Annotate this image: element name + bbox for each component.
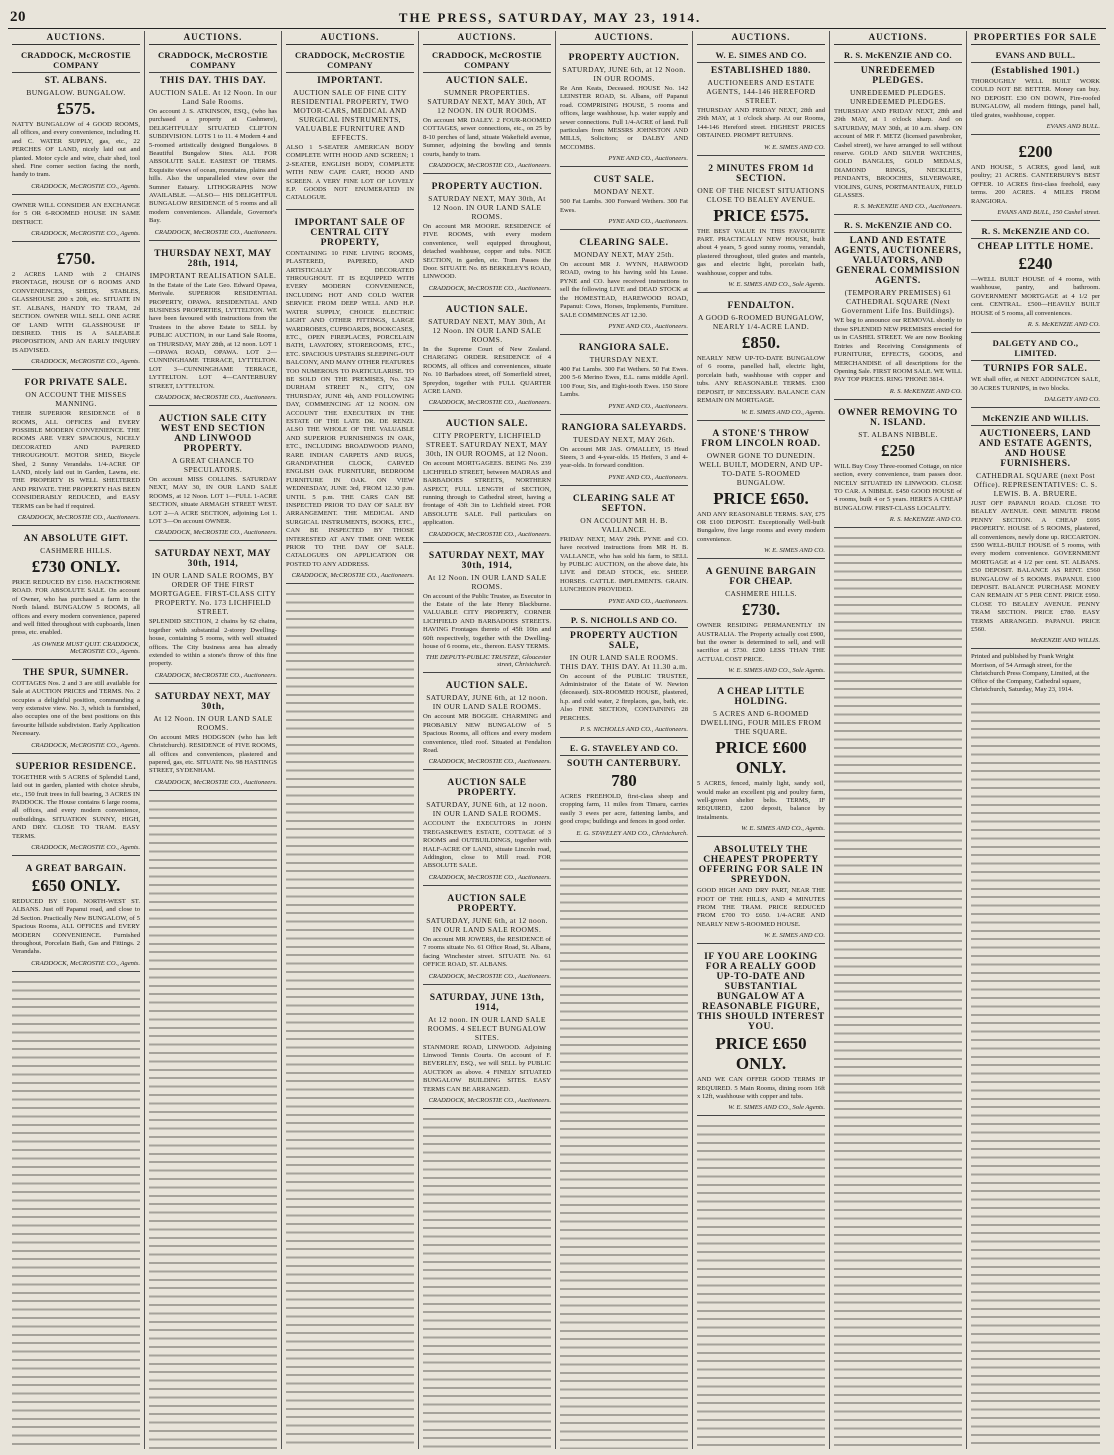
ad-body-text: GOOD HIGH AND DRY PART, NEAR THE FOOT OF THE HILLS, AND 4 MINUTES FROM THE TRAM. PRICE REDUCED FROM £700 TO £650. 1/4-ACRE AND NEARLY NEW 5-ROOMED HOUSE. — [697, 887, 825, 928]
advertisement — [560, 612, 688, 738]
text-lines-filler — [149, 795, 277, 1449]
ad-price: 780 — [611, 771, 637, 791]
ad-signature: DALGETY AND CO. — [1044, 395, 1100, 403]
ad-subhead: IMPORTANT REALISATION SALE. — [149, 270, 277, 280]
ad-subhead: TUESDAY NEXT, MAY 26th. — [573, 434, 675, 444]
ad-signature: PYNE AND CO., Auctioneers. — [608, 473, 688, 481]
ad-body-text: On account MR MOORE. RESIDENCE of FIVE ROOMS, with every modern convenience, well equipped throughout, detached washhouse, copper and tubs. NICE SECTION, in garden, etc. Tram Passes the Door. SITUATE No. 85 BERKELEY'S ROAD, LINWOOD. — [423, 223, 551, 281]
ad-body-text: NEARLY NEW UP-TO-DATE BUNGALOW of 6 rooms, panelled hall, electric light, porcelain bath, washhouse with copper and tubs. ANY REASONABLE TERMS. £300 DEPOSIT, IF NECESSARY. BALANCE CAN REMAIN ON MORTGAGE. — [697, 355, 825, 405]
ad-signature: CRADDOCK, McCROSTIE CO., Auctioneers. — [428, 758, 551, 766]
advertisement — [423, 772, 551, 885]
advertisement — [423, 413, 551, 542]
ad-subhead: SUMNER PROPERTIES. SATURDAY NEXT, MAY 30th, AT 12 NOON. IN OUR ROOMS. — [427, 88, 547, 115]
ad-signature: PYNE AND CO., Auctioneers. — [608, 402, 688, 410]
ad-subhead: IN OUR LAND SALE ROOMS. THIS DAY. THIS DAY. At 11.30 a.m. — [560, 652, 688, 671]
newspaper-title: THE PRESS, SATURDAY, MAY 23, 1914. — [398, 10, 702, 25]
advertisement — [971, 410, 1100, 650]
ad-signature: CRADDOCK, McCROSTIE CO., Auctioneers. — [428, 1096, 551, 1104]
ad-body-text: THURSDAY AND FRIDAY NEXT, 28th and 29th MAY, at 1 o'clock sharp. At our Rooms, 144-146 Hereford street. HIGHEST PRICES OBTAINED. PROMPT RETURNS. — [697, 107, 825, 140]
ad-subhead: CASHMERE HILLS. — [40, 546, 112, 555]
ad-signature: EVANS AND BULL. — [1046, 123, 1100, 131]
ad-headline: IMPORTANT SALE OF CENTRAL CITY PROPERTY, — [294, 217, 406, 248]
ad-firm-name: CRADDOCK, McCROSTIE COMPANY — [12, 50, 140, 73]
advertisement — [286, 47, 414, 210]
ad-headline: PROPERTY AUCTION. — [431, 182, 543, 193]
ad-headline: ST. ALBANS. — [44, 76, 108, 86]
ad-signature: CRADDOCK, McCROSTIE CO., Auctioneers. — [17, 514, 140, 521]
ad-price: £250 — [881, 440, 915, 460]
ad-firm-name: CRADDOCK, McCROSTIE COMPANY — [423, 50, 551, 73]
ad-headline: CHEAP LITTLE HOME. — [977, 242, 1094, 253]
column-heading: PROPERTIES FOR SALE — [971, 31, 1100, 45]
ad-signature: CRADDOCK, McCROSTIE CO., Auctioneers. — [428, 530, 551, 538]
ad-firm-name: McKENZIE AND WILLIS. — [971, 413, 1100, 426]
ad-headline: AUCTION SALE PROPERTY. — [447, 893, 527, 914]
ad-body-text: On account MR JAS. O'MALLEY, 15 Head Steers, 3 and 4-year-olds. 15 Heifers, 3 and 4-year-olds. In forward condition. — [560, 445, 688, 470]
text-lines-filler — [560, 846, 688, 1449]
ad-price: PRICE £650 ONLY. — [715, 1034, 807, 1074]
ad-signature: CRADDOCK, McCROSTIE CO., Agents. — [31, 843, 140, 851]
ad-subhead: CASHMERE HILLS. — [725, 589, 797, 599]
ad-signature: W. E. SIMES AND CO., Sole Agents. — [728, 1104, 825, 1112]
column-2 — [145, 31, 282, 1449]
advertisement — [286, 212, 414, 584]
ad-subhead: SATURDAY NEXT, MAY 30th, At 12 Noon. IN OUR LAND SALE ROOMS. — [428, 194, 546, 222]
ad-firm-name: DALGETY AND CO., LIMITED. — [971, 338, 1100, 361]
advertisement — [697, 839, 825, 944]
ad-subhead: ON ACCOUNT THE MISSES MANNING. — [25, 390, 127, 409]
ad-signature: CRADDOCK, McCROSTIE CO., Auctioneers. — [428, 284, 551, 292]
column-container — [8, 31, 1106, 1449]
advertisement — [149, 47, 277, 241]
ad-body-text: In the Estate of the Late Geo. Edward Opawa, Merivale. SUPERIOR RESIDENTIAL PROPERTY, OPAWA. RESIDENTIAL AND BUSINESS PROPERTIES, LYTTELTON. WE have been favoured with instructions from the Trustees in the above Estate to SELL by PUBLIC AUCTION, in our Land Sale Rooms, on THURSDAY, MAY 28th, at 12 noon. LOT 1—OPAWA ROAD, OPAWA. LOT 2—CUNNINGHAME TERRACE, LYTTELTON. LOT 3—CUNNINGHAME TERRACE, LYTTELTON. LOT 4—CANTERBURY STREET, LYTTELTON. — [149, 281, 277, 390]
ad-signature: R. S. McKENZIE AND CO., Auctioneers. — [853, 203, 962, 211]
ad-headline: THURSDAY NEXT, MAY 28th, 1914, — [154, 248, 272, 269]
ad-firm-name: CRADDOCK, McCROSTIE COMPANY — [286, 50, 414, 73]
ad-signature: W. E. SIMES AND CO. — [764, 143, 825, 151]
ad-price: PRICE £650. — [713, 488, 809, 508]
text-lines-filler — [12, 976, 140, 1449]
column-heading: AUCTIONS. — [697, 31, 825, 45]
ad-subhead: ON ACCOUNT MR H. B. VALLANCE. — [580, 515, 668, 534]
ad-body-text: OWNER WILL CONSIDER AN EXCHANGE for 5 OR 6-ROOMED HOUSE IN SAME DISTRICT. — [12, 201, 140, 226]
advertisement — [697, 681, 825, 837]
ad-body-text: THEIR SUPERIOR RESIDENCE of 8 ROOMS, ALL OFFICES and EVERY POSSIBLE MODERN CONVENIENCE. THE ROOMS ARE VERY SPACIOUS, NICELY DECORATED AND PAPERED THROUGHOUT. MOTOR SHED, Bicycle Shed, 2 Sunny Verandahs. 1/4-ACRE OF LAND, nicely laid out in Garden, Lawns, etc. THE PROPERTY IS WELL SHELTERED AND PRIVATE. THE PROPERTY HAS BEEN CONSIDERABLY REDUCED, and EASY TERMS can be had if required. — [12, 410, 140, 510]
ad-body-text: THURSDAY AND FRIDAY NEXT, 28th and 29th MAY, at 1 o'clock sharp. And on SATURDAY, MAY 30th, at 10 a.m. sharp. ON account of MR F. METZ (licensed pawnbroker, Cashel street), we have arranged to sell without reserve. GOLD AND SILVER WATCHES, GOLD BANGLES, GOLD MEDALS, DIAMOND RINGS, NECKLETS, PENDANTS, BROOCHES, SILVERWARE, VIOLINS, GUNS, PORTMANTEAUX, FIELD GLASSES. — [834, 108, 962, 200]
ad-body-text: JUST OFF PAPANUI ROAD. CLOSE TO BEALEY AVENUE. ONE MINUTE FROM PENNY SECTION. A CHEAP £695 PROPERTY. HOUSE of 5 ROOMS, plastered, all conveniences, newly done up. RICCARTON. £590 WELL-BUILT HOUSE of 5 rooms, with every modern convenience. GOVERNMENT MORTGAGE at 4 1/2 per cent. ST. ALBANS. £50 DEPOSIT. BALANCE AS RENT. £560 BUNGALOW of 5 ROOMS. PAPANUI. £100 DEPOSIT. BALANCE PURCHASE MONEY CAN REMAIN AT 5 PER CENT. PRICE £950. CLOSE TO BEALEY AVENUE. PENNY TRAM SECTION. PRICE £780. EASY TERMS ARRANGED. PAPANUI. PRICE £560. — [971, 499, 1100, 633]
ad-subhead: SATURDAY, JUNE 6th, at 12 noon. IN OUR LAND SALE ROOMS. — [426, 800, 548, 819]
ad-price: £730 ONLY. — [31, 557, 121, 576]
ad-headline: CLEARING SALE. — [579, 238, 669, 249]
ad-headline: IF YOU ARE LOOKING FOR A REALLY GOOD UP-TO-DATE AND SUBSTANTIAL BUNGALOW AT A REASONABLE FIGURE, THIS SHOULD INTEREST YOU. — [697, 952, 825, 1033]
header-rule — [8, 28, 1106, 29]
ad-signature: PYNE AND CO., Auctioneers. — [608, 218, 688, 226]
advertisement — [834, 402, 962, 528]
ad-headline: AUCTIONEERS, LAND AND ESTATE AGENTS, AND HOUSE FURNISHERS. — [978, 428, 1093, 469]
ad-signature: W. E. SIMES AND CO. — [764, 547, 825, 555]
ad-price: £730. — [741, 600, 781, 620]
column-6 — [693, 31, 830, 1449]
ad-signature: EVANS AND BULL, 150 Cashel street. — [997, 209, 1100, 217]
ad-body-text: COTTAGES Nos. 2 and 3 are still available for Sale at AUCTION PRICES and TERMS. No. 2 occupies a delightful position, commanding a very extensive view. No. 3, which is furnished, also occupies one of the best positions on this favourite hillside subdivision. Early Application Necessary. — [12, 679, 140, 738]
ad-headline: SATURDAY NEXT, MAY 30th, 1914, — [154, 549, 272, 570]
ad-firm-name: W. E. SIMES AND CO. — [697, 50, 825, 63]
advertisement — [971, 47, 1100, 135]
ad-body-text: TOGETHER with 5 ACRES of Splendid Land, laid out in garden, planted with choice shrubs, etc., 150 fruit trees in full bearing, 3 ACRES IN PADDOCK. The House contains 6 large rooms, all offices, and every modern convenience, outbuildings. SITUATION SUNNY, HIGH, AND DRY. CLOSE TO TRAM. EASY TERMS. — [12, 773, 140, 840]
ad-body-text: On account MRS HODGSON (who has left Christchurch). RESIDENCE of FIVE ROOMS, all offices and conveniences, plastered and papered, gas, etc. SITUATE No. 98 HASTINGS STREET, SYDENHAM. — [149, 733, 277, 775]
ad-body-text: THOROUGHLY WELL BUILT WORK COULD NOT BE BETTER. Money can buy. NO DEPOSIT. £30 ON DOWN, Fire-roofed BUNGALOW, all modern fittings, panel hall, tiled grates, washhouse, copper. — [971, 78, 1100, 119]
ad-price: £650 ONLY. — [31, 875, 121, 895]
ad-headline: OWNER REMOVING TO N. ISLAND. — [838, 407, 958, 428]
advertisement — [971, 223, 1100, 333]
ad-signature: R. S. McKENZIE AND CO. — [889, 387, 962, 395]
advertisement — [12, 858, 140, 972]
ad-headline: SATURDAY, JUNE 13th, 1914, — [429, 992, 545, 1013]
ad-signature: AS OWNER MUST QUIT. CRADDOCK, McCROSTIE CO., Agents. — [32, 640, 140, 655]
ad-body-text: On account MISS COLLINS. SATURDAY NEXT, MAY 30, IN OUR LAND SALE ROOMS, at 12 Noon. LOT 1—FULL 1-ACRE SECTION, situate ARMAGH STREET WEST. LOT 2—A ACRE SECTION, adjoining Lot 1. LOT 3—On account OWNER. — [149, 475, 277, 525]
ad-signature: CRADDOCK, McCROSTIE CO., Auctioneers. — [291, 572, 414, 580]
printer-imprint: Printed and published by Frank Wright Morrison, of 54 Armagh street, for the Christchurch Press Company, Limited, at the Office of the Company, Cathedral square, Christchurch, Saturday, May 23, 1914. — [971, 653, 1090, 694]
ad-headline: 2 MINUTES FROM 1d SECTION. — [708, 163, 814, 184]
ad-body-text: On account MR JOWERS, the RESIDENCE of 7 rooms situate No. 61 Office Road, St. Albans, facing Winchester street. SITUATE No. 61 OFFICE ROAD, ST. ALBANS. — [423, 935, 551, 969]
ad-subhead: A GREAT CHANCE TO SPECULATORS. — [171, 455, 255, 474]
advertisement — [423, 675, 551, 770]
ad-headline: RANGIORA SALE. — [578, 342, 670, 353]
ad-body-text: On account J. S. ATKINSON, ESQ., (who has purchased a property at Cashmere), DELIGHTFULLY SITUATED CLIFTON SUBDIVISION. LOTS 1 to 11. 4 Modern 4 and 5-roomed artistically designed Bungalows. 8 Beautiful Bungalow Sites. ALL FOR ABSOLUTE SALE. EASIEST OF TERMS. Exquisite views of ocean, mountains, plains and hills. Also the unparalleled view over the Sumner Estuary. LITHOGRAPHS NOW AVAILABLE. —ALSO— HIS DELIGHTFUL BUNGALOW RESIDENCE of 5 rooms and all modern conveniences. Allandale, Governor's Bay. — [149, 108, 277, 225]
ad-subhead: IN OUR LAND SALE ROOMS, BY ORDER OF THE FIRST MORTGAGEE. FIRST-CLASS CITY PROPERTY. No. 173 LICHFIELD STREET. — [149, 571, 277, 617]
ad-body-text: STANMORE ROAD, LINWOOD. Adjoining Linwood Tennis Courts. On account of F. BEVERLEY, ESQ., we will SELL by PUBLIC AUCTION as above. 4 FINELY SITUATED BUNGALOW BUILDING SITES. EASY TERMS CAN BE ARRANGED. — [423, 1043, 551, 1093]
ad-subhead: ONE OF THE NICEST SITUATIONS CLOSE TO BEALEY AVENUE. — [697, 185, 825, 204]
ad-headline: A CHEAP LITTLE HOLDING. — [717, 687, 805, 708]
ad-body-text: REDUCED BY £100. NORTH-WEST ST. ALBANS. Just off Papanui road, and close to 2d Section. Practically New BUNGALOW, of 5 Spacious Rooms, ALL OFFICES and EVERY MODERN CONVENIENCE. Furnished throughout, Porcelain Bath, Gas and Fittings. 2 Verandahs. — [12, 897, 140, 956]
advertisement — [834, 217, 962, 399]
ad-headline: SATURDAY NEXT, MAY 30th, — [154, 691, 272, 712]
ad-subhead: SATURDAY, JUNE 6th, at 12 Noon. IN OUR ROOMS. — [562, 65, 686, 83]
ad-headline: A GENUINE BARGAIN FOR CHEAP. — [705, 567, 817, 588]
column-4 — [419, 31, 556, 1449]
ad-signature: W. E. SIMES AND CO., Agents. — [741, 408, 825, 416]
ad-headline: IMPORTANT. — [317, 76, 383, 86]
ad-signature: CRADDOCK, McCROSTIE CO., Auctioneers. — [154, 393, 277, 401]
advertisement — [423, 176, 551, 297]
advertisement — [697, 946, 825, 1116]
ad-subhead: MONDAY NEXT, MAY 25th. — [573, 250, 675, 260]
ad-headline: (Established 1901.) — [991, 66, 1080, 76]
ad-signature: CRADDOCK, McCROSTIE CO., Agents. — [31, 358, 140, 366]
advertisement — [560, 488, 688, 610]
ad-body-text: ACCOUNT the EXECUTORS in JOHN TREGASKEWE'S ESTATE, COTTAGE of 3 ROOMS and OUTBUILDINGS, together with HALF-ACRE OF LAND, situate Lincoln road, Addington, close to Mill road. FOR ABSOLUTE SALE. — [423, 820, 551, 870]
ad-signature: PYNE AND CO., Auctioneers. — [608, 597, 688, 605]
ad-body-text: THE BEST VALUE IN THIS FAVOURITE PART. PRACTICALLY NEW HOUSE, built about 4 years, 5 good sunny rooms, verandah, plastered throughout, tiled grates and mantels, gas and electric light, porcelain bath, washhouse, copper and tubs. — [697, 227, 825, 277]
masthead — [10, 6, 1104, 26]
ad-subhead: OWNER GONE TO DUNEDIN. WELL BUILT, MODERN, AND UP-TO-DATE 5-ROOMED BUNGALOW. — [699, 450, 823, 487]
ad-body-text: WE beg to announce our REMOVAL shortly to those SPLENDID NEW PREMISES erected for us in CASHEL STREET. We are now Booking Entries and Receiving Consignments of FURNITURE, EFFECTS, GOODS, and MERCHANDISE of all descriptions for the Opening Sale. FIRST ROOM SALE. WE WILL PAY TOP PRICES. RING 'PHONE 3814. — [834, 317, 962, 384]
ad-body-text: Re Ann Keats, Deceased. HOUSE No. 142 LEINSTER ROAD, St. Albans, off Papanui road. COMPRISING HOUSE, 5 rooms and offices, large washhouse, h.p. water supply and sewer connections. Full 1/4-ACRE of land. Full particulars from MESSRS JOHNSTON AND MILLS, Solicitors; or DALBY AND MCCOMBS. — [560, 85, 688, 151]
ad-price: £575. — [56, 99, 96, 118]
ad-headline: TURNIPS FOR SALE. — [983, 364, 1088, 375]
ad-signature: R. S. McKENZIE AND CO. — [889, 516, 962, 524]
ad-headline: PROPERTY AUCTION SALE, — [570, 630, 678, 651]
advertisement — [560, 169, 688, 230]
ad-price: £850. — [741, 333, 781, 353]
ad-firm-name: R. S. McKENZIE AND CO. — [834, 220, 962, 233]
ad-signature: R. S. McKENZIE AND CO. — [1027, 321, 1100, 329]
ad-signature: CRADDOCK, McCROSTIE CO., Auctioneers. — [428, 399, 551, 407]
advertisement — [697, 561, 825, 679]
ad-signature: E. G. STAVELEY AND CO., Christchurch. — [576, 829, 688, 837]
ad-body-text: 500 Fat Lambs. 300 Forward Wethers. 300 Fat Ewes. — [560, 198, 688, 214]
ad-headline: AUCTION SALE. — [445, 304, 529, 315]
ad-body-text: 2 ACRES LAND with 2 CHAINS FRONTAGE, HOUSE OF 6 ROOMS AND CONVENIENCES, SHEDS, STABLES, GLASSHOUSE 200 x 20ft, etc. SITUATE IN ST. ALBANS, HANDY TO TRAM, 2d SECTION. OWNER WILL SELL ONE ACRE OF LAND WITH GLASSHOUSE IF DESIRED. THIS IS A SALEABLE PROPOSITION, AND AN EARLY INQUIRY IS ADVISED. — [12, 271, 140, 354]
ad-headline: AUCTION SALE. — [445, 681, 529, 692]
ad-headline: AUCTION SALE CITY WEST END SECTION AND LINWOOD PROPERTY. — [158, 413, 268, 454]
ad-firm-name: E. G. STAVELEY AND CO. — [560, 743, 688, 756]
ad-subhead: At 12 noon. IN OUR LAND SALE ROOMS. 4 SELECT BUNGALOW SITES. — [427, 1014, 547, 1042]
advertisement — [423, 299, 551, 411]
ad-body-text: AND ANY REASONABLE TERMS. SAY, £75 OR £100 DEPOSIT. Exceptionally Well-built Bungalow, five large rooms and every modern convenience. — [697, 510, 825, 543]
ad-headline: LAND AND ESTATE AGENTS, AUCTIONEERS, VALUATORS, AND GENERAL COMMISSION AGENTS. — [834, 236, 962, 287]
advertisement — [423, 888, 551, 985]
ad-subhead: BUNGALOW. BUNGALOW. — [26, 88, 126, 97]
advertisement — [423, 545, 551, 674]
ad-body-text: 5 ACRES, fenced, mainly light, sandy soil, would make an excellent pig and poultry farm, well-grown shelter belts. TERMS, IF REQUIRED, £200 deposit, balance by instalments. — [697, 780, 825, 821]
ad-subhead: AUCTIONEERS AND ESTATE AGENTS, 144-146 HEREFORD STREET. — [706, 78, 816, 105]
ad-signature: W. E. SIMES AND CO., Sole Agents. — [728, 281, 825, 289]
ad-headline: THIS DAY. THIS DAY. — [159, 76, 267, 86]
ad-subhead: 5 ACRES AND 6-ROOMED DWELLING, FOUR MILES FROM THE SQUARE. — [700, 709, 822, 737]
ad-signature: CRADDOCK, McCROSTIE CO., Agents. — [31, 741, 140, 749]
column-heading: AUCTIONS. — [149, 31, 277, 45]
ad-signature: W. E. SIMES AND CO., Sole Agents. — [728, 667, 825, 675]
ad-signature: CRADDOCK, McCROSTIE CO., Auctioneers. — [154, 671, 277, 679]
ad-body-text: WE shall offer, at NEXT ADDINGTON SALE, 30 ACRES TURNIPS, in two blocks. — [971, 376, 1100, 392]
ad-subhead: At 12 Noon. IN OUR LAND SALE ROOMS. — [153, 713, 273, 732]
ad-body-text: AND HOUSE, 5 ACRES, good land, suit poultry; 21 ACRES. CANTERBURY'S BEST OFFER. 10 ACRES first-class freehold, easy terms. 200 ACRES. 4 MILES FROM RANGIORA. — [971, 164, 1100, 205]
column-3 — [282, 31, 419, 1449]
ad-body-text: 400 Fat Lambs. 300 Fat Wethers. 50 Fat Ewes. 200 5-6 Merino Ewes, E.L. rams middle April. 100 Four, Six, and Eight-tooth Ewes. 150 Store Lambs. — [560, 365, 688, 399]
ad-headline: AUCTION SALE. — [445, 419, 529, 430]
column-heading: AUCTIONS. — [560, 31, 688, 45]
ad-subhead: UNREDEEMED PLEDGES. UNREDEEMED PLEDGES. — [850, 88, 946, 106]
ad-firm-name: EVANS AND BULL. — [971, 50, 1100, 63]
ad-headline: RANGIORA SALEYARDS. — [561, 422, 687, 433]
ad-signature: CRADDOCK, McCROSTIE CO., Agents. — [31, 182, 140, 190]
ad-signature: CRADDOCK, McCROSTIE CO., Agents. — [31, 230, 140, 238]
ad-body-text: On account MR J. WYNN, HARWOOD ROAD, owing to his having sold his Lease. PYNE and CO. have received instructions to sell the following LIVE and DEAD STOCK at the HOMESTEAD, HAREWOOD ROAD, Papanui: Cows, Horses, Implements, Furniture. SALE COMMENCES AT 12.30. — [560, 261, 688, 319]
ad-subhead: ST. ALBANS NIBBLE. — [858, 429, 938, 439]
ad-subhead: CATHEDRAL SQUARE (next Post Office). REPRESENTATIVES: C. S. LEWIS. B. A. BRUERE. — [973, 470, 1098, 498]
ad-headline: AN ABSOLUTE GIFT. — [23, 534, 129, 544]
ad-signature: CRADDOCK, McCROSTIE CO., Auctioneers. — [428, 873, 551, 881]
ad-body-text: —WELL BUILT HOUSE of 4 rooms, with washhouse, pantry, and bathroom. GOVERNMENT MORTGAGE at 4 1/2 per cent. CENTRAL. £500—HEAVILY BUILT HOUSE of 5 rooms, all conveniences. — [971, 276, 1100, 317]
text-lines-filler — [286, 588, 414, 1449]
ad-body-text: AND WE CAN OFFER GOOD TERMS IF REQUIRED. 5 Main Rooms, dining room 16ft x 12ft, washhouse with copper and tubs. — [697, 1076, 825, 1101]
advertisement — [697, 423, 825, 560]
advertisement — [697, 47, 825, 156]
ad-subhead: THURSDAY NEXT. — [589, 354, 659, 364]
text-lines-filler — [971, 698, 1100, 1449]
advertisement — [149, 543, 277, 683]
advertisement — [12, 244, 140, 370]
advertisement — [834, 47, 962, 215]
ad-subhead: SATURDAY NEXT, MAY 30th, At 12 Noon. IN OUR LAND SALE ROOMS. — [428, 316, 546, 344]
ad-subhead: AUCTION SALE. At 12 Noon. In our Land Sale Rooms. — [149, 88, 277, 106]
ad-body-text: ACRES FREEHOLD, first-class sheep and cropping farm, 11 miles from Timaru, carries easily 3 ewes per acre, fattening lambs, and good crops; buildings and fences in good order. — [560, 793, 688, 826]
ad-subhead: MONDAY NEXT. — [593, 187, 655, 197]
advertisement — [12, 662, 140, 754]
ad-signature: McKENZIE AND WILLIS. — [1030, 637, 1100, 645]
ad-signature: W. E. SIMES AND CO., Agents. — [741, 825, 825, 833]
column-heading: AUCTIONS. — [12, 31, 140, 45]
advertisement — [423, 47, 551, 174]
advertisement — [697, 295, 825, 420]
ad-body-text: WILL Buy Cosy Three-roomed Cottage, on nice section, every convenience, tram passes door. NICELY SITUATED IN LINWOOD. CLOSE TO CAR. A NIBBLE. £450 GOOD HOUSE of 4 rooms, built 4 or 5 years. HERE'S A CHEAP BUNGALOW. FIRST-CLASS LOCALITY. — [834, 462, 962, 512]
ad-subhead: A GOOD 6-ROOMED BUNGALOW, NEARLY 1/4-ACRE LAND. — [698, 313, 824, 332]
ad-firm-name: R. S. McKENZIE AND CO. — [971, 226, 1100, 239]
ad-signature: CRADDOCK, McCROSTIE CO., Auctioneers. — [154, 778, 277, 786]
advertisement — [12, 372, 140, 526]
ad-body-text: On account MR BOGGIE. CHARMING and PROBABLY NEW BUNGALOW of 5 Spacious Rooms, all offices and every modern convenience, tiled roof. Situated at Fendalton Road. — [423, 713, 551, 755]
ad-body-text: In the Supreme Court of New Zealand. CHARGING ORDER. RESIDENCE of 4 ROOMS, all offices and conveniences, situate No. 10 Barbadoes street, off Somerfield street, Spreydon, together with FULL QUARTER ACRE LAND. — [423, 345, 551, 395]
ad-body-text: On account MORTGAGEES. BEING No. 239 LICHFIELD STREET, between MADRAS and BARBADOES STREETS, NORTHERN ASPECT, FULL LENGTH of SECTION, running through to Cathedral street, having a frontage of 43ft 3in to Lichfield street. FOR ABSOLUTE SALE. Full particulars on application. — [423, 460, 551, 527]
ad-body-text: NATTY BUNGALOW of 4 GOOD ROOMS, all offices, and every convenience, including H. and C. WATER SUPPLY, gas, etc., 22 PERCHES OF LAND, nicely laid out and planted. Motor cycle and wire, chair shed, tool shed. Fine corner section facing the north, handy to tram. — [12, 121, 140, 179]
text-lines-filler — [423, 1113, 551, 1449]
ad-signature: CRADDOCK, McCROSTIE CO., Auctioneers. — [154, 228, 277, 236]
ad-headline: A STONE'S THROW FROM LINCOLN ROAD. — [701, 428, 821, 449]
ad-body-text: SPLENDID SECTION, 2 chains by 62 chains, together with substantial 2-storey Dwelling-house, containing 5 rooms, with well situated offices. The City business area has already extended to within a stone's throw of this fine property. — [149, 618, 277, 668]
ad-subhead: AUCTION SALE OF FINE CITY RESIDENTIAL PROPERTY, TWO MOTOR-CARS, MEDICAL AND SURGICAL INSTRUMENTS, VALUABLE FURNITURE AND EFFECTS. — [291, 88, 409, 142]
ad-body-text: FRIDAY NEXT, MAY 29th. PYNE and CO. have received instructions from MR H. B. VALLANCE, who has sold his farm, to SELL by PUBLIC AUCTION, on the above date, his LIVE and DEAD STOCK, etc. SHEEP. HORSES. CATTLE. IMPLEMENTS. GRAIN. LUNCHEON PROVIDED. — [560, 535, 688, 594]
advertisement — [560, 417, 688, 486]
advertisement — [12, 197, 140, 242]
ad-headline: FENDALTON. — [727, 301, 795, 312]
ad-headline: ABSOLUTELY THE CHEAPEST PROPERTY OFFERING FOR SALE IN SPREYDON. — [698, 845, 824, 886]
column-5 — [556, 31, 693, 1449]
ad-signature: CRADDOCK, McCROSTIE CO., Auctioneers. — [428, 162, 551, 170]
ad-signature: P. S. NICHOLLS AND CO., Auctioneers. — [580, 726, 688, 734]
advertisement — [560, 740, 688, 842]
ad-headline: AUCTION SALE. — [445, 76, 529, 86]
ad-price: £750. — [56, 249, 96, 269]
column-1 — [8, 31, 145, 1449]
advertisement — [149, 686, 277, 791]
ad-subhead: SATURDAY, JUNE 6th, at 12 noon. IN OUR LAND SALE ROOMS. — [426, 693, 548, 712]
text-lines-filler — [697, 1120, 825, 1449]
column-heading: AUCTIONS. — [423, 31, 551, 45]
ad-firm-name: CRADDOCK, McCROSTIE COMPANY — [149, 50, 277, 73]
ad-body-text: On account of the PUBLIC TRUSTEE, Administrator of the Estate of W. Newton (deceased). SIX-ROOMED HOUSE, plastered, h.p. and cold water, 2 fireplaces, gas, bath, etc. Also FINE SECTION, CONTAINING 28 PERCHES. — [560, 672, 688, 722]
ad-price: PRICE £575. — [713, 205, 809, 225]
text-lines-filler — [834, 532, 962, 1449]
ad-signature: CRADDOCK, McCROSTIE CO., Agents. — [31, 959, 140, 967]
advertisement — [12, 756, 140, 856]
advertisement — [12, 47, 140, 195]
column-heading: AUCTIONS. — [834, 31, 962, 45]
ad-firm-name: P. S. NICHOLLS AND CO. — [560, 615, 688, 628]
ad-headline: THE SPUR, SUMNER. — [23, 667, 129, 678]
advertisement — [149, 408, 277, 541]
ad-signature: PYNE AND CO., Auctioneers. — [608, 155, 688, 163]
ad-price: PRICE £600 ONLY. — [715, 738, 807, 778]
column-heading: AUCTIONS. — [286, 31, 414, 45]
ad-signature: PYNE AND CO., Auctioneers. — [608, 322, 688, 330]
ad-headline: A GREAT BARGAIN. — [25, 863, 127, 874]
advertisement — [560, 47, 688, 167]
ad-headline: FOR PRIVATE SALE. — [24, 378, 128, 389]
ad-body-text: CONTAINING 10 FINE LIVING ROOMS, PLASTERED, PAPERED, AND ARTISTICALLY DECORATED THROUGHOUT. IT IS EQUIPPED WITH EVERY MODERN CONVENIENCE, INCLUDING HOT AND COLD WATER SERVICE FROM DEEP WELL AND H.P. WATER SUPPLY, CHOICE ELECTRIC LIGHT AND OTHER FITTINGS, LARGE WARDROBES, CUPBOARDS, BOOKCASES, ETC., OPEN FIREPLACES, PORCELAIN BATH, LAVATORY, STOREROOMS, ETC., ETC. SPACIOUS UPSTAIRS SLEEPING-OUT BALCONY, AND MANY OTHER FEATURES TOO NUMEROUS TO PARTICULARISE. TO BE SOLD ON THE PREMISES, No. 324 DURHAM STREET N., CITY, ON THURSDAY, JUNE 4th, AND FOLLOWING DAY, COMMENCING AT 12 NOON. ON ACCOUNT THE EXECUTRIX IN THE ESTATE OF THE LATE DR. DE RENZI. ALSO THE WHOLE OF THE VALUABLE AND SUPERIOR FURNISHINGS IN OAK, ETC., INCLUDING BROADWOOD PIANO, RARE INDIAN CARPETS AND RUGS, GRANDFATHER CLOCK, CARVED ENGLISH OAK FURNITURE, BEDROOM FURNITURE IN OAK. ON VIEW WEDNESDAY, JUNE 3rd, FROM 12.30 p.m. UNTIL 5 p.m. THE CARS CAN BE INSPECTED PRIOR TO DAY OF SALE BY ARRANGEMENT. THE MEDICAL AND SURGICAL INSTRUMENTS, BOOKS, ETC., CAN BE INSPECTED BY THOSE INTERESTED AT ANY TIME ONE WEEK PRIOR TO THE DAY OF SALE. CATALOGUES ON APPLICATION OR POSTED TO ANY ADDRESS. — [286, 249, 414, 568]
ad-headline: SATURDAY NEXT, MAY 30th, 1914, — [428, 550, 546, 571]
advertisement — [971, 335, 1100, 408]
column-7 — [830, 31, 967, 1449]
advertisement — [697, 158, 825, 293]
ad-headline: UNREDEEMED PLEDGES. — [860, 66, 936, 86]
ad-subhead: SATURDAY, JUNE 6th, at 12 noon. IN OUR LAND SALE ROOMS. — [426, 915, 548, 934]
ad-body-text: On account of the Public Trustee, as Executor in the Estate of the late Henry Blackburne. VALUABLE CITY PROPERTY, CORNER LICHFIELD AND BARBADOES STREETS. HAVING Frontages thereto of 45ft 10in and 60ft respectively, together with the Dwelling-house of 6 rooms, etc., thereon. EASY TERMS. — [423, 592, 551, 650]
ad-subhead: CITY PROPERTY, LICHFIELD STREET. SATURDAY NEXT, MAY 30th, IN OUR ROOMS, at 12 Noon. — [425, 431, 549, 459]
ad-signature: W. E. SIMES AND CO. — [764, 932, 825, 940]
ad-body-text: ALSO 1 5-SEATER AMERICAN BODY COMPLETE WITH HOOD AND SCREEN; 1 2-SEATER, ENGLISH BODY, COMPLETE WITH NEW CAPE CART, HOOD AND SCREEN. A VERY FINE LOT OF LOVELY E.P. GOODS NOT ENUMERATED IN CATALOGUE. — [286, 144, 414, 202]
page-number: 20 — [10, 9, 26, 25]
ad-headline: ESTABLISHED 1880. — [710, 66, 812, 76]
ad-price: £240 — [1018, 254, 1053, 274]
ad-subhead: (TEMPORARY PREMISES) 61 CATHEDRAL SQUARE (Next Government Life Ins. Buildings). — [841, 288, 955, 316]
ad-body-text: PRICE REDUCED BY £150. HACKTHORNE ROAD. FOR ABSOLUTE SALE. On account of Owner, who has purchased a farm in the North Island. BUNGALOW 5 ROOMS, all offices and every modern convenience, papered and well fitted throughout with cupboards, linen press, etc. enabled. — [12, 579, 140, 637]
advertisement — [149, 243, 277, 406]
ad-subhead: At 12 Noon. IN OUR LAND SALE ROOMS. — [427, 572, 547, 591]
advertisement — [423, 987, 551, 1109]
ad-headline: AUCTION SALE PROPERTY. — [447, 778, 527, 799]
ad-headline: CUST SALE. — [593, 175, 655, 186]
advertisement — [12, 528, 140, 660]
column-8 — [967, 31, 1104, 1449]
ad-headline: SUPERIOR RESIDENCE. — [15, 761, 137, 772]
ad-signature: CRADDOCK, McCROSTIE CO., Auctioneers. — [428, 972, 551, 980]
ad-body-text: OWNER RESIDING PERMANENTLY IN AUSTRALIA. The Property actually cost £900, but the owner is determined to sell, and will sacrifice at £730. £200 LESS THAN THE ACTUAL COST PRICE. — [697, 622, 825, 663]
ad-headline: PROPERTY AUCTION. — [568, 53, 680, 63]
ad-body-text: On account MR DALEY. 2 FOUR-ROOMED COTTAGES, sewer connections, etc., on 25 by 8-10 perches of land, situate Wakefield avenue, Sumner, adjoining the bowling and tennis courts, handy to tram. — [423, 117, 551, 158]
ad-price: £200 — [1018, 142, 1053, 162]
advertisement — [560, 337, 688, 415]
ad-firm-name: R. S. McKENZIE AND CO. — [834, 50, 962, 63]
advertisement — [560, 232, 688, 335]
ad-headline: SOUTH CANTERBURY. — [566, 759, 682, 770]
ad-signature: THE DEPUTY-PUBLIC TRUSTEE, Gloucester street, Christchurch. — [425, 654, 551, 669]
ad-headline: CLEARING SALE AT SEFTON. — [572, 493, 676, 514]
ad-signature: CRADDOCK, McCROSTIE CO., Auctioneers. — [154, 529, 277, 537]
advertisement — [971, 137, 1100, 221]
